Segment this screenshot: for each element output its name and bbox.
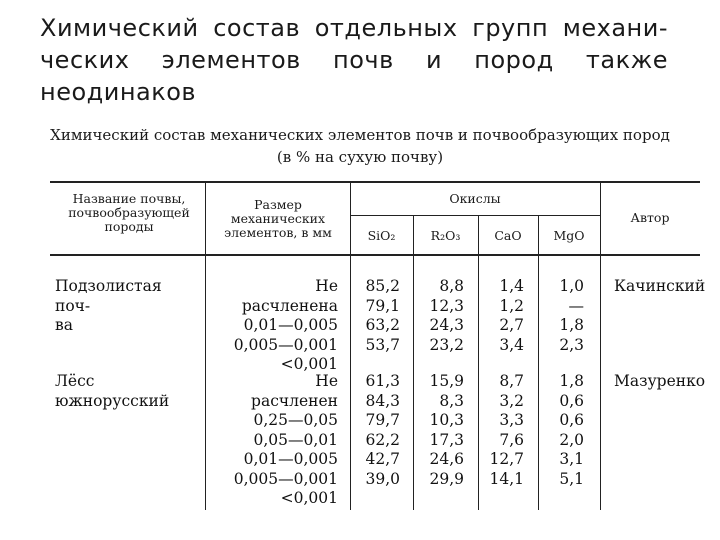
row-cao-podzol: 1,4 1,2 2,7 3,4 xyxy=(499,277,524,354)
oxides-rule xyxy=(350,215,600,216)
row-sizes-loess: Не расчленен 0,25—0,05 0,05—0,01 0,01—0,005 0,005—0,001 <0,001 xyxy=(233,372,338,507)
col-divider xyxy=(600,183,601,510)
row-mgo-loess: 1,8 0,6 0,6 2,0 3,1 5,1 xyxy=(559,372,584,488)
header-sio2: SiO₂ xyxy=(367,228,396,243)
header-r2o3: R₂O₃ xyxy=(430,228,461,243)
row-name-loess: Лёсс южнорусский xyxy=(55,372,170,410)
col-divider xyxy=(205,183,206,510)
row-author-podzol: Качинский xyxy=(614,277,706,295)
row-cao-loess: 8,7 3,2 3,3 7,6 12,7 14,1 xyxy=(489,372,524,488)
header-size: Размер механических элементов, в мм xyxy=(224,197,332,240)
row-sizes-podzol: Не расчленена 0,01—0,005 0,005—0,001 <0,001 xyxy=(233,277,338,373)
table-title: Химический состав механических элементов почв и почвообразующих пород xyxy=(50,126,670,144)
header-mgo: MgO xyxy=(553,228,585,243)
row-sio2-loess: 61,3 84,3 79,7 62,2 42,7 39,0 xyxy=(365,372,400,488)
row-r2o3-loess: 15,9 8,3 10,3 17,3 24,6 29,9 xyxy=(429,372,464,488)
heading-line-1: Химический состав отдельных групп механи- xyxy=(40,14,668,42)
heading-line-3: неодинаков xyxy=(40,78,197,106)
header-author: Автор xyxy=(630,210,670,225)
header-bottom-rule xyxy=(50,254,700,256)
row-r2o3-podzol: 8,8 12,3 24,3 23,2 xyxy=(429,277,464,354)
row-mgo-podzol: 1,0 — 1,8 2,3 xyxy=(559,277,584,354)
col-divider xyxy=(413,215,414,510)
slide-heading xyxy=(40,12,668,106)
row-author-loess: Мазуренко xyxy=(614,372,706,390)
table-subtitle: (в % на сухую почву) xyxy=(276,148,444,166)
col-divider xyxy=(478,215,479,510)
row-name-podzol: Подзолистая поч- ва xyxy=(55,277,162,334)
header-oxides: Окислы xyxy=(449,191,501,206)
col-divider xyxy=(538,215,539,510)
header-cao: CaO xyxy=(494,228,522,243)
row-sio2-podzol: 85,2 79,1 63,2 53,7 xyxy=(365,277,400,354)
heading-line-2: ческих элементов почв и пород также xyxy=(40,46,668,74)
table-top-rule xyxy=(50,181,700,183)
header-name: Название почвы, почвообразующей породы xyxy=(68,191,190,234)
